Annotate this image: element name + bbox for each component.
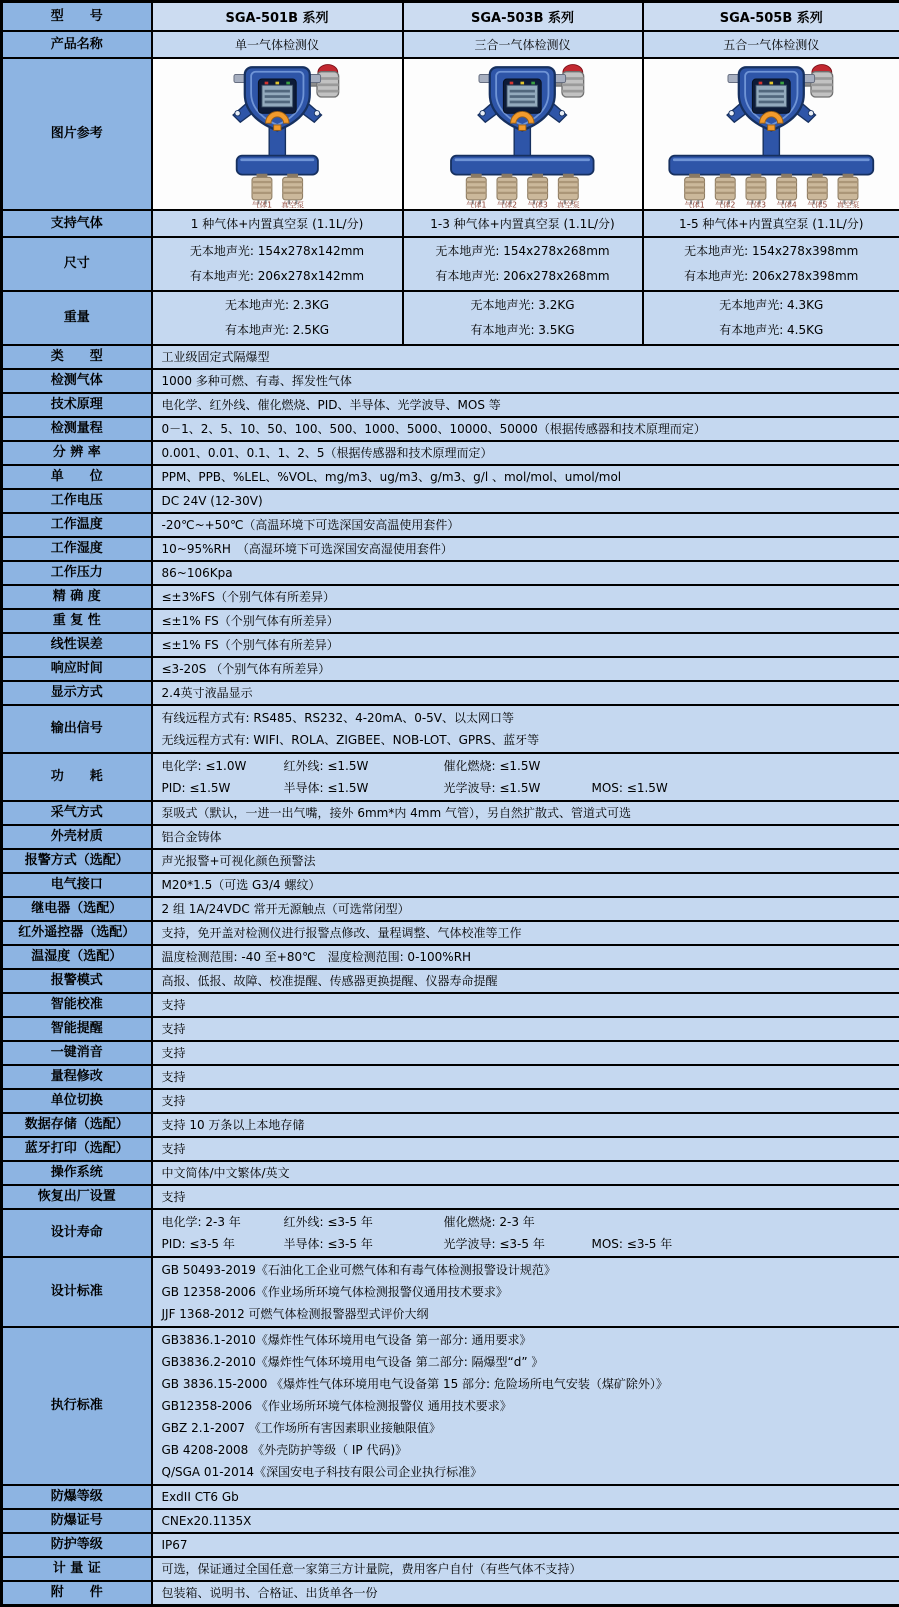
value-line: 支持 10 万条以上本地存储 [162,1115,894,1135]
row-label: 线性误差 [2,633,152,657]
value-line: 有本地声光: 206x278x398mm [645,264,899,289]
spec-row [2,993,899,1017]
spec-row [2,1137,899,1161]
row-label: 重 复 性 [2,609,152,633]
spec-row [2,753,899,801]
spec-value [152,633,899,657]
value-line: GBZ 2.1-2007 《工作场所有害因素职业接触限值》 [162,1417,894,1439]
value-segment: MOS: ≤3-5 年 [592,1236,673,1252]
value-segment: 电化学: 2-3 年 [162,1214,284,1230]
spec-row [2,825,899,849]
spec-value [152,1065,899,1089]
sensor-label: 气体1 [466,199,486,207]
spec-value [152,609,899,633]
value-line: GB 3836.15-2000 《爆炸性气体环境用电气设备第 15 部分: 危险场所电气安装（煤矿除外）》 [162,1373,894,1395]
spec-row [2,681,899,705]
sensor-label: 气体3 [746,199,766,207]
model-name: SGA-503B 系列 [403,2,643,31]
row-label: 电气接口 [2,873,152,897]
spec-row [2,369,899,393]
spec-row [2,345,899,369]
row-label: 支持气体 [2,210,152,237]
row-label: 检测气体 [2,369,152,393]
value-line: GB 50493-2019《石油化工企业可燃气体和有毒气体检测报警设计规范》 [162,1259,894,1281]
row-label: 图片参考 [2,58,152,210]
row-label: 执行标准 [2,1327,152,1485]
spec-value [152,1113,899,1137]
row-label: 单位切换 [2,1089,152,1113]
spec-row [2,897,899,921]
value-line: ≤3-20S （个别气体有所差异） [162,659,894,679]
value-line: CNEx20.1135X [162,1511,894,1531]
column-value [403,291,643,345]
sensor-label: 气体2 [715,199,735,207]
value-line: PPM、PPB、%LEL、%VOL、mg/m3、ug/m3、g/m3、g/l 、mol/mol、umol/mol [162,467,894,487]
spec-value [152,1089,899,1113]
spec-value [152,921,899,945]
spec-value [152,969,899,993]
spec-value [152,1327,899,1485]
spec-row [2,2,899,31]
row-label: 恢复出厂设置 [2,1185,152,1209]
value-segment: 催化燃烧: 2-3 年 [444,1214,592,1230]
row-label: 温湿度（选配） [2,945,152,969]
spec-value [152,873,899,897]
row-label: 红外遥控器（选配） [2,921,152,945]
value-segment: 光学波导: ≤1.5W [444,780,592,796]
spec-row [2,1257,899,1327]
value-line: -20℃~+50℃（高温环境下可选深国安高温使用套件） [162,515,894,535]
row-label: 附 件 [2,1581,152,1606]
value-line: 支持 [162,1139,894,1159]
device-illustration-sga-503b [414,60,631,208]
sensor-label: 气体2 [497,199,517,207]
column-value: 五合一气体检测仪 [643,31,899,58]
spec-value [152,993,899,1017]
spec-row [2,585,899,609]
spec-value [152,705,899,753]
spec-value [152,945,899,969]
spec-value [152,1137,899,1161]
value-line: 温度检测范围: -40 至+80℃ 湿度检测范围: 0-100%RH [162,947,894,967]
spec-row [2,1557,899,1581]
spec-row [2,609,899,633]
spec-value [152,1533,899,1557]
spec-row [2,657,899,681]
spec-row [2,921,899,945]
spec-row [2,417,899,441]
spec-value [152,441,899,465]
value-segment: PID: ≤3-5 年 [162,1236,284,1252]
spec-row [2,31,899,58]
row-label: 工作温度 [2,513,152,537]
spec-row [2,969,899,993]
spec-value [152,657,899,681]
spec-value [152,1257,899,1327]
spec-value [152,489,899,513]
row-label: 类 型 [2,345,152,369]
value-segment: 光学波导: ≤3-5 年 [444,1236,592,1252]
spec-row [2,393,899,417]
spec-value [152,849,899,873]
value-line: DC 24V (12-30V) [162,491,894,511]
spec-row [2,561,899,585]
row-label: 检测量程 [2,417,152,441]
value-line: 铝合金铸体 [162,827,894,847]
spec-value [152,825,899,849]
row-label: 型 号 [2,2,152,31]
value-line: 无本地声光: 2.3KG [154,293,401,318]
spec-value [152,345,899,369]
value-line: ≤±1% FS（个别气体有所差异） [162,611,894,631]
value-line: 无本地声光: 4.3KG [645,293,899,318]
value-line: GB3836.2-2010《爆炸性气体环境用电气设备 第二部分: 隔爆型“d” 》 [162,1351,894,1373]
row-label: 单 位 [2,465,152,489]
spec-row [2,1113,899,1137]
row-label: 蓝牙打印（选配） [2,1137,152,1161]
value-line: 无本地声光: 154x278x268mm [405,239,641,264]
spec-value [152,561,899,585]
row-label: 输出信号 [2,705,152,753]
row-label: 显示方式 [2,681,152,705]
row-label: 继电器（选配） [2,897,152,921]
model-name: SGA-501B 系列 [152,2,403,31]
spec-row [2,1509,899,1533]
spec-value [152,801,899,825]
spec-row [2,1017,899,1041]
column-value: 单一气体检测仪 [152,31,403,58]
column-value: 三合一气体检测仪 [403,31,643,58]
spec-row [2,801,899,825]
spec-row [2,1485,899,1509]
spec-value [152,513,899,537]
product-image-cell [152,58,403,210]
row-label: 一键消音 [2,1041,152,1065]
row-label: 防爆等级 [2,1485,152,1509]
column-value [403,237,643,291]
row-label: 外壳材质 [2,825,152,849]
sensor-label: 真空泵 [836,199,859,207]
column-value [643,237,899,291]
device-illustration-sga-501b [169,60,386,208]
row-label: 产品名称 [2,31,152,58]
row-label: 数据存储（选配） [2,1113,152,1137]
spec-value [152,1017,899,1041]
column-value [152,237,403,291]
row-label: 响应时间 [2,657,152,681]
row-label: 报警模式 [2,969,152,993]
spec-row [2,537,899,561]
value-segment: 红外线: ≤3-5 年 [284,1214,444,1230]
value-line: 有本地声光: 206x278x142mm [154,264,401,289]
value-line: Q/SGA 01-2014《深国安电子科技有限公司企业执行标准》 [162,1461,894,1483]
spec-row [2,237,899,291]
row-label: 工作电压 [2,489,152,513]
value-line: 电化学、红外线、催化燃烧、PID、半导体、光学波导、MOS 等 [162,395,894,415]
value-line [162,1211,894,1233]
sensor-label: 气体5 [807,199,827,207]
model-name: SGA-505B 系列 [643,2,899,31]
spec-row [2,1209,899,1257]
row-label: 分 辨 率 [2,441,152,465]
row-label: 精 确 度 [2,585,152,609]
column-value: 1-5 种气体+内置真空泵 (1.1L/分) [643,210,899,237]
spec-row [2,1533,899,1557]
value-line: GB3836.1-2010《爆炸性气体环境用电气设备 第一部分: 通用要求》 [162,1329,894,1351]
value-line: JJF 1368-2012 可燃气体检测报警器型式评价大纲 [162,1303,894,1325]
sensor-label: 气体1 [684,199,704,207]
spec-value [152,1581,899,1606]
value-line: 支持 [162,1067,894,1087]
value-line: 支持 [162,1091,894,1111]
spec-row [2,1581,899,1606]
value-line: 1000 多种可燃、有毒、挥发性气体 [162,371,894,391]
spec-row [2,1041,899,1065]
value-line: 有线远程方式有: RS485、RS232、4-20mA、0-5V、以太网口等 [162,707,894,729]
spec-table-body [2,2,899,1606]
spec-row [2,873,899,897]
spec-value [152,681,899,705]
row-label: 技术原理 [2,393,152,417]
spec-value [152,585,899,609]
row-label: 设计标准 [2,1257,152,1327]
spec-row [2,513,899,537]
value-line: ≤±3%FS（个别气体有所差异） [162,587,894,607]
value-line: 2 组 1A/24VDC 常开无源触点（可选常闭型） [162,899,894,919]
spec-value [152,753,899,801]
value-line: 支持 [162,1187,894,1207]
value-line: 支持，免开盖对检测仪进行报警点修改、量程调整、气体校准等工作 [162,923,894,943]
value-line: 包装箱、说明书、合格证、出货单各一份 [162,1583,894,1603]
product-image-cell [643,58,899,210]
spec-row [2,633,899,657]
spec-value [152,1161,899,1185]
value-line: M20*1.5（可选 G3/4 螺纹） [162,875,894,895]
value-line: 无线远程方式有: WIFI、ROLA、ZIGBEE、NOB-LOT、GPRS、蓝牙等 [162,729,894,751]
value-line: 2.4英寸液晶显示 [162,683,894,703]
value-line [162,777,894,799]
row-label: 量程修改 [2,1065,152,1089]
value-segment: 半导体: ≤3-5 年 [284,1236,444,1252]
value-line: 声光报警+可视化颜色预警法 [162,851,894,871]
device-illustration-sga-505b [663,60,880,208]
spec-value [152,393,899,417]
product-image-cell [403,58,643,210]
value-line: 10~95%RH （高湿环境下可选深国安高湿使用套件） [162,539,894,559]
value-line: 中文简体/中文繁体/英文 [162,1163,894,1183]
value-line: ExdII CT6 Gb [162,1487,894,1507]
spec-row [2,1185,899,1209]
spec-row [2,1089,899,1113]
value-segment: 半导体: ≤1.5W [284,780,444,796]
row-label: 智能提醒 [2,1017,152,1041]
value-line [162,1233,894,1255]
value-line: 无本地声光: 3.2KG [405,293,641,318]
value-line: 0－1、2、5、10、50、100、500、1000、5000、10000、50000（根据传感器和技术原理而定） [162,419,894,439]
sensor-label: 真空泵 [557,199,580,207]
row-label: 功 耗 [2,753,152,801]
spec-row [2,441,899,465]
spec-row [2,210,899,237]
value-line: IP67 [162,1535,894,1555]
column-value: 1 种气体+内置真空泵 (1.1L/分) [152,210,403,237]
sensor-label: 气体3 [528,199,548,207]
value-line: GB 12358-2006《作业场所环境气体检测报警仪通用技术要求》 [162,1281,894,1303]
row-label: 智能校准 [2,993,152,1017]
spec-row [2,1161,899,1185]
spec-row [2,291,899,345]
sensor-label: 气体1 [252,199,272,207]
value-line: 支持 [162,995,894,1015]
spec-value [152,1509,899,1533]
value-segment: PID: ≤1.5W [162,780,284,796]
spec-row [2,945,899,969]
spec-value [152,897,899,921]
spec-row [2,705,899,753]
value-line: 工业级固定式隔爆型 [162,347,894,367]
row-label: 操作系统 [2,1161,152,1185]
sensor-label: 气体4 [776,199,796,207]
spec-value [152,1557,899,1581]
value-line: 泵吸式（默认，一进一出气嘴，接外 6mm*内 4mm 气管），另自然扩散式、管道式可选 [162,803,894,823]
row-label: 防爆证号 [2,1509,152,1533]
spec-row [2,465,899,489]
value-line: 支持 [162,1043,894,1063]
value-segment: 红外线: ≤1.5W [284,758,444,774]
value-line: 无本地声光: 154x278x398mm [645,239,899,264]
spec-row [2,849,899,873]
row-label: 防护等级 [2,1533,152,1557]
value-line: 高报、低报、故障、校准提醒、传感器更换提醒、仪器寿命提醒 [162,971,894,991]
value-line: 无本地声光: 154x278x142mm [154,239,401,264]
value-line: 有本地声光: 4.5KG [645,318,899,343]
value-line: 0.001、0.01、0.1、1、2、5（根据传感器和技术原理而定） [162,443,894,463]
value-segment: 催化燃烧: ≤1.5W [444,758,592,774]
sensor-label: 真空泵 [281,199,304,207]
row-label: 工作湿度 [2,537,152,561]
value-segment: 电化学: ≤1.0W [162,758,284,774]
value-line: 有本地声光: 3.5KG [405,318,641,343]
value-line: 有本地声光: 2.5KG [154,318,401,343]
value-line: ≤±1% FS（个别气体有所差异） [162,635,894,655]
row-label: 计 量 证 [2,1557,152,1581]
value-line: 支持 [162,1019,894,1039]
spec-row [2,489,899,513]
column-value [152,291,403,345]
spec-value [152,417,899,441]
spec-row [2,58,899,210]
spec-row [2,1327,899,1485]
column-value [643,291,899,345]
value-line: GB 4208-2008 《外壳防护等级（ IP 代码)》 [162,1439,894,1461]
value-line: 有本地声光: 206x278x268mm [405,264,641,289]
value-segment: MOS: ≤1.5W [592,780,668,796]
spec-value [152,1185,899,1209]
row-label: 报警方式（选配） [2,849,152,873]
spec-row [2,1065,899,1089]
spec-value [152,1209,899,1257]
row-label: 尺寸 [2,237,152,291]
spec-value [152,1041,899,1065]
column-value: 1-3 种气体+内置真空泵 (1.1L/分) [403,210,643,237]
row-label: 设计寿命 [2,1209,152,1257]
value-line: 86~106Kpa [162,563,894,583]
spec-value [152,369,899,393]
row-label: 采气方式 [2,801,152,825]
row-label: 重量 [2,291,152,345]
row-label: 工作压力 [2,561,152,585]
value-line: 可选，保证通过全国任意一家第三方计量院，费用客户自付（有些气体不支持） [162,1559,894,1579]
spec-value [152,465,899,489]
spec-value [152,1485,899,1509]
spec-value [152,537,899,561]
value-line: GB12358-2006 《作业场所环境气体检测报警仪 通用技术要求》 [162,1395,894,1417]
value-line [162,755,894,777]
